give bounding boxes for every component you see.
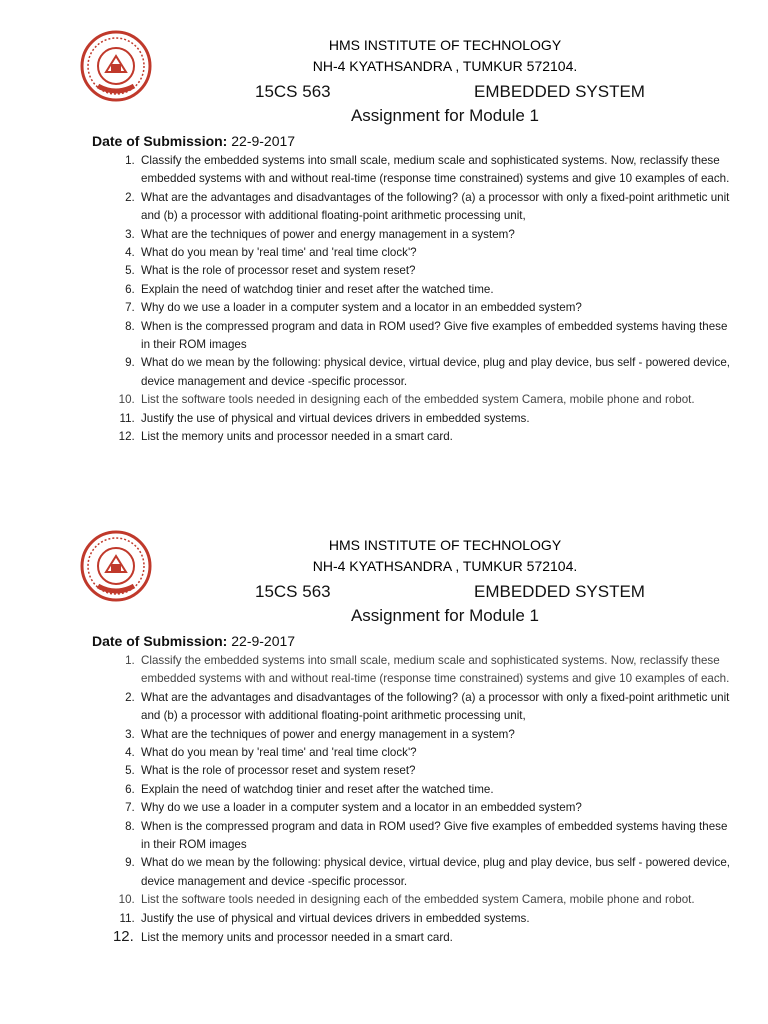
assignment-title: Assignment for Module 1 — [350, 106, 540, 125]
assignment-copy-1 — [0, 0, 768, 500]
question-item: 6. Explain the need of watchdog tinier and reset after the watched time. — [138, 781, 738, 799]
question-item: 5. What is the role of processor reset and system reset? — [138, 762, 738, 780]
question-item: 3. What are the techniques of power and energy management in a system? — [138, 226, 738, 244]
question-item: 7. Why do we use a loader in a computer system and a locator in an embedded system? — [138, 299, 738, 317]
date-value: 22-9-2017 — [231, 133, 296, 149]
question-item: 7. Why do we use a loader in a computer system and a locator in an embedded system? — [138, 799, 738, 817]
assignment-title: Assignment for Module 1 — [350, 606, 540, 625]
submission-date — [92, 133, 295, 149]
question-item: 2. What are the advantages and disadvantages of the following? (a) a processor with only a fixed-point arithmetic unit and (b) a processor with additional floating-point arithmetic processing unit, — [138, 189, 738, 226]
question-item: 12. List the memory units and processor needed in a smart card. — [138, 928, 738, 947]
question-item: 10. List the software tools needed in designing each of the embedded system Camera, mobile phone and robot. — [138, 891, 738, 909]
question-item: 12. List the memory units and processor needed in a smart card. — [138, 428, 738, 446]
course-name: EMBEDDED SYSTEM — [474, 82, 645, 101]
question-item: 6. Explain the need of watchdog tinier and reset after the watched time. — [138, 281, 738, 299]
submission-date — [92, 633, 295, 649]
question-item: 11. Justify the use of physical and virtual devices drivers in embedded systems. — [138, 410, 738, 428]
institute-address: NH-4 KYATHSANDRA , TUMKUR 572104. — [312, 58, 578, 74]
question-list — [100, 152, 738, 447]
question-item: 4. What do you mean by 'real time' and 'real time clock'? — [138, 744, 738, 762]
question-item: 1. Classify the embedded systems into small scale, medium scale and sophisticated systems. Now, reclassify these embedded systems with and without real-time (response time constrained) systems and give 10 examples of each. — [138, 152, 738, 189]
course-code: 15CS 563 — [255, 82, 331, 101]
course-name: EMBEDDED SYSTEM — [474, 582, 645, 601]
question-item: 9. What do we mean by the following: physical device, virtual device, plug and play device, bus self - powered device, device management and device -specific processor. — [138, 854, 738, 891]
question-item: 1. Classify the embedded systems into small scale, medium scale and sophisticated systems. Now, reclassify these embedded systems with and without real-time (response time constrained) systems and give 10 examples of each. — [138, 652, 738, 689]
course-code: 15CS 563 — [255, 582, 331, 601]
date-label: Date of Submission: — [92, 133, 228, 149]
question-item: 10. List the software tools needed in designing each of the embedded system Camera, mobile phone and robot. — [138, 391, 738, 409]
date-label: Date of Submission: — [92, 633, 228, 649]
question-item: 3. What are the techniques of power and energy management in a system? — [138, 726, 738, 744]
question-item: 11. Justify the use of physical and virtual devices drivers in embedded systems. — [138, 910, 738, 928]
question-list — [100, 652, 738, 948]
institute-name: HMS INSTITUTE OF TECHNOLOGY — [328, 37, 562, 53]
question-item: 5. What is the role of processor reset and system reset? — [138, 262, 738, 280]
question-item: 2. What are the advantages and disadvantages of the following? (a) a processor with only a fixed-point arithmetic unit and (b) a processor with additional floating-point arithmetic processing unit, — [138, 689, 738, 726]
assignment-copy-2 — [0, 500, 768, 1000]
institute-name: HMS INSTITUTE OF TECHNOLOGY — [328, 537, 562, 553]
institute-address: NH-4 KYATHSANDRA , TUMKUR 572104. — [312, 558, 578, 574]
question-item: 4. What do you mean by 'real time' and 'real time clock'? — [138, 244, 738, 262]
date-value: 22-9-2017 — [231, 633, 296, 649]
question-item: 8. When is the compressed program and data in ROM used? Give five examples of embedded systems having these in their ROM images — [138, 318, 738, 355]
question-item: 8. When is the compressed program and data in ROM used? Give five examples of embedded systems having these in their ROM images — [138, 818, 738, 855]
question-item: 9. What do we mean by the following: physical device, virtual device, plug and play device, bus self - powered device, device management and device -specific processor. — [138, 354, 738, 391]
